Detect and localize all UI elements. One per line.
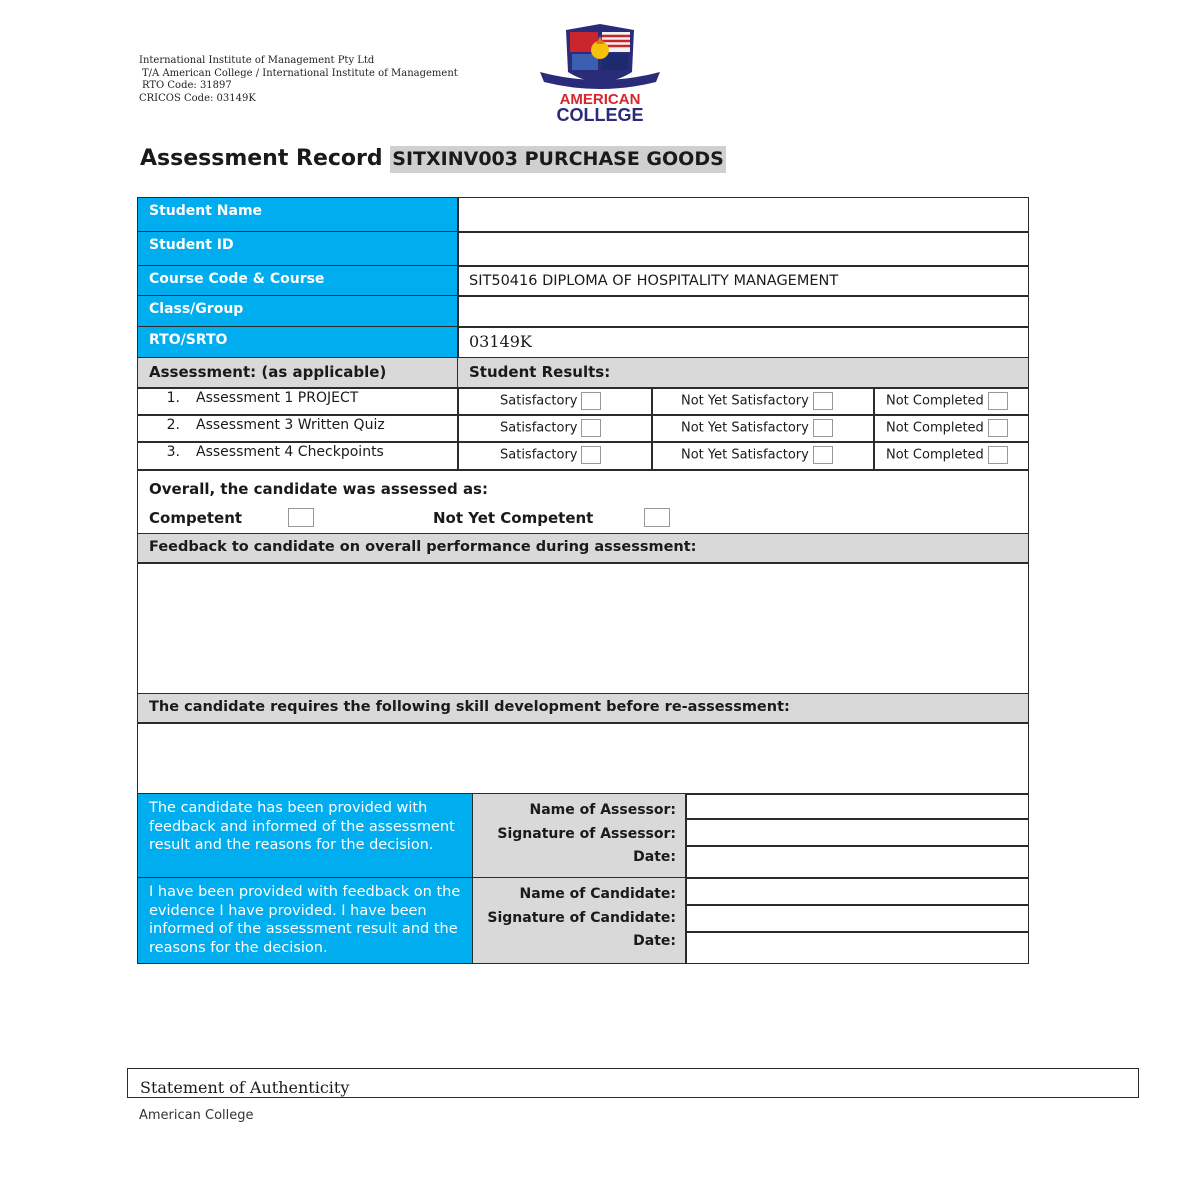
- assessor-date-label: Date:: [633, 849, 676, 865]
- statement-of-authenticity: Statement of Authenticity: [127, 1068, 1139, 1098]
- assessment-item: 3. Assessment 4 Checkpoints: [137, 441, 459, 471]
- logo-wordmark-bottom: COLLEGE: [556, 105, 644, 124]
- result-not-completed[interactable]: Not Completed: [873, 387, 1029, 416]
- assessment-item: 2. Assessment 3 Written Quiz: [137, 414, 459, 443]
- assessor-signature-labels: [472, 793, 687, 879]
- checkbox[interactable]: [581, 446, 601, 464]
- assessor-declaration: The candidate has been provided with feedback and informed of the assessment result and the reasons for the decision.: [137, 793, 474, 879]
- result-not-yet-satisfactory[interactable]: Not Yet Satisfactory: [651, 414, 875, 443]
- candidate-signature-field[interactable]: [685, 904, 1029, 933]
- result-satisfactory[interactable]: Satisfactory: [457, 414, 653, 443]
- result-satisfactory[interactable]: Satisfactory: [457, 441, 653, 471]
- checkbox[interactable]: [813, 419, 833, 437]
- assessment-item: 1. Assessment 1 PROJECT: [137, 387, 459, 416]
- feedback-field[interactable]: [137, 562, 1029, 695]
- candidate-signature-labels: [472, 877, 687, 964]
- college-logo: [538, 22, 662, 124]
- page-title: [140, 146, 726, 171]
- student-id-field[interactable]: [457, 231, 1029, 267]
- assessor-name-field[interactable]: [685, 793, 1029, 820]
- student-id-label: Student ID: [137, 231, 459, 267]
- checkbox[interactable]: [988, 419, 1008, 437]
- class-group-field[interactable]: [457, 295, 1029, 328]
- student-name-label: Student Name: [137, 197, 459, 233]
- checkbox[interactable]: [988, 392, 1008, 410]
- org-line: T/A American College / International Institute of Management: [142, 67, 458, 79]
- not-yet-competent-checkbox[interactable]: [644, 508, 670, 527]
- result-not-completed[interactable]: Not Completed: [873, 441, 1029, 471]
- overall-outcome: [137, 469, 1029, 535]
- result-not-yet-satisfactory[interactable]: Not Yet Satisfactory: [651, 441, 875, 471]
- footer-text: American College: [139, 1108, 254, 1123]
- overall-heading: Overall, the candidate was assessed as:: [149, 480, 488, 498]
- assessor-signature-field[interactable]: [685, 818, 1029, 847]
- unit-code: SITXINV003 PURCHASE GOODS: [390, 146, 725, 173]
- assessment-form: [137, 197, 1029, 964]
- skill-development-field[interactable]: [137, 722, 1029, 795]
- crest-icon: [540, 24, 660, 89]
- not-yet-competent-label: Not Yet Competent: [433, 509, 594, 527]
- assessor-signature-label: Signature of Assessor:: [497, 825, 676, 842]
- candidate-date-label: Date:: [633, 933, 676, 949]
- course-field[interactable]: SIT50416 DIPLOMA OF HOSPITALITY MANAGEMENT: [457, 265, 1029, 297]
- candidate-declaration: I have been provided with feedback on the evidence I have provided. I have been informed of the assessment result and the reasons for the decision.: [137, 877, 474, 964]
- student-results-header: Student Results:: [457, 357, 1029, 389]
- checkbox[interactable]: [581, 392, 601, 410]
- feedback-heading: Feedback to candidate on overall performance during assessment:: [137, 533, 1029, 564]
- logo-wordmark-top: AMERICAN: [559, 91, 641, 108]
- result-not-completed[interactable]: Not Completed: [873, 414, 1029, 443]
- checkbox[interactable]: [813, 392, 833, 410]
- rto-label: RTO/SRTO: [137, 326, 459, 359]
- checkbox[interactable]: [581, 419, 601, 437]
- org-line: International Institute of Management Pty Ltd: [139, 55, 375, 66]
- candidate-name-label: Name of Candidate:: [519, 886, 676, 902]
- result-satisfactory[interactable]: Satisfactory: [457, 387, 653, 416]
- rto-field[interactable]: 03149K: [457, 326, 1029, 359]
- candidate-name-field[interactable]: [685, 877, 1029, 906]
- class-group-label: Class/Group: [137, 295, 459, 328]
- assessor-name-label: Name of Assessor:: [529, 802, 676, 818]
- skill-development-heading: The candidate requires the following skill development before re-assessment:: [137, 693, 1029, 724]
- checkbox[interactable]: [813, 446, 833, 464]
- title-main: Assessment Record: [140, 146, 383, 171]
- candidate-date-field[interactable]: [685, 931, 1029, 964]
- course-label: Course Code & Course: [137, 265, 459, 297]
- assessment-header: Assessment: (as applicable): [137, 357, 459, 389]
- assessor-date-field[interactable]: [685, 845, 1029, 879]
- competent-label: Competent: [149, 509, 243, 527]
- competent-checkbox[interactable]: [288, 508, 314, 527]
- checkbox[interactable]: [988, 446, 1008, 464]
- org-header: [139, 55, 458, 105]
- student-name-field[interactable]: [457, 197, 1029, 233]
- org-line: RTO Code: 31897: [142, 80, 232, 91]
- result-not-yet-satisfactory[interactable]: Not Yet Satisfactory: [651, 387, 875, 416]
- candidate-signature-label: Signature of Candidate:: [487, 909, 676, 926]
- org-line: CRICOS Code: 03149K: [139, 92, 256, 104]
